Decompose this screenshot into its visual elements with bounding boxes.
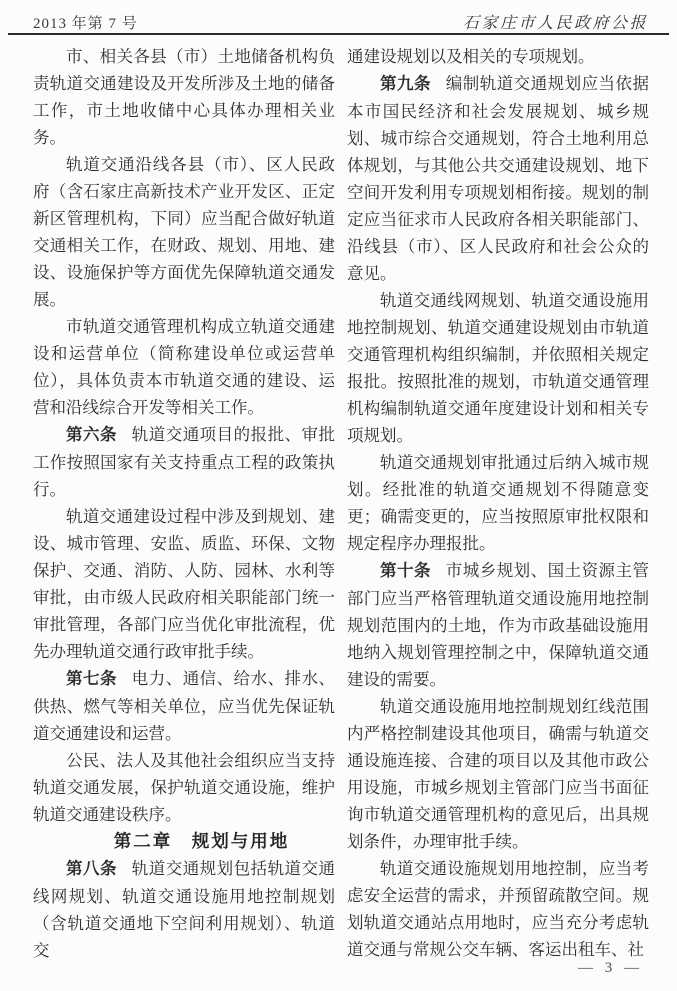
paragraph-text: 轨道交通设施规划用地控制，应当考虑安全运营的需求，并预留疏散空间。规划轨道交通站点用地时，应当充分考虑轨道交通与常规公交车辆、客运出租车、社 — [347, 859, 649, 959]
paragraph — [33, 503, 335, 665]
chapter-heading: 第二章 规划与用地 — [113, 831, 290, 851]
header-rule — [8, 33, 669, 35]
paragraph-article-9 — [347, 70, 649, 287]
issue-number: 2013 年第 7 号 — [33, 16, 138, 32]
paragraph-text: 轨道交通沿线各县（市）、区人民政府（含石家庄高新技术产业开发区、正定新区管理机构，下同）应当配合做好轨道交通相关工作，在财政、规划、用地、建设、设施保护等方面优先保障轨道交通发展。 — [33, 155, 335, 309]
article-term: 第九条 — [380, 75, 431, 93]
paragraph-text: 通建设规划以及相关的专项规划。 — [347, 47, 595, 66]
paragraph — [33, 747, 335, 828]
article-term: 第七条 — [66, 670, 117, 688]
paragraph-article-7 — [33, 665, 335, 747]
page-number: — 3 — — [578, 960, 643, 976]
paragraph-text: 公民、法人及其他社会组织应当支持轨道交通发展，保护轨道交通设施，维护轨道交通建设秩序。 — [33, 751, 335, 824]
paragraph-text: 轨道交通设施用地控制规划红线范围内严格控制建设其他项目，确需与轨道交通设施连接、合建的项目以及其他市政公用设施，市城乡规划主管部门应当书面征询市轨道交通管理机构的意见后，出具规划条件，办理审批手续。 — [347, 697, 649, 851]
paragraph — [33, 43, 335, 151]
paragraph — [33, 313, 335, 421]
paragraph-text: 轨道交通项目的报批、审批工作按照国家有关支持重点工程的政策执行。 — [33, 425, 336, 499]
paragraph-text: 轨道交通线网规划、轨道交通设施用地控制规划、轨道交通建设规划由市轨道交通管理机构组织编制，并依照相关规定报批。按照批准的规划，市轨道交通管理机构编制轨道交通年度建设计划和相关专项规划。 — [347, 291, 649, 445]
paragraph — [347, 287, 649, 449]
article-term: 第八条 — [66, 860, 117, 878]
paragraph-continuation — [347, 43, 649, 70]
paragraph-text: 市城乡规划、国土资源主管部门应当严格管理轨道交通设施用地控制规划范围内的土地，作为市政基础设施用地纳入规划管理控制之中，保障轨道交通建设的需要。 — [347, 561, 650, 689]
article-term: 第十条 — [380, 562, 431, 580]
paragraph-text: 市轨道交通管理机构成立轨道交通建设和运营单位（简称建设单位或运营单位），具体负责本市轨道交通的建设、运营和沿线综合开发等相关工作。 — [33, 317, 335, 417]
paragraph — [33, 151, 335, 313]
paragraph-article-8 — [33, 855, 335, 964]
text-columns — [33, 43, 649, 964]
paragraph-text: 轨道交通规划审批通过后纳入城市规划。经批准的轨道交通规划不得随意变更；确需变更的，应当按照原审批权限和规定程序办理报批。 — [347, 453, 649, 553]
paragraph — [347, 693, 649, 855]
left-column — [33, 43, 335, 964]
right-column — [347, 43, 649, 964]
paragraph-text: 电力、通信、给水、排水、供热、燃气等相关单位，应当优先保证轨道交通建设和运营。 — [33, 669, 336, 743]
page-header — [33, 10, 648, 33]
paragraph — [347, 855, 649, 963]
paragraph-article-10 — [347, 557, 649, 693]
paragraph — [347, 449, 649, 557]
paragraph-text: 轨道交通规划包括轨道交通线网规划、轨道交通设施用地控制规划（含轨道交通地下空间利用规划）、轨道交 — [33, 859, 336, 960]
gazette-title: 石家庄市人民政府公报 — [462, 15, 648, 32]
paragraph-text: 编制轨道交通规划应当依据本市国民经济和社会发展规划、城乡规划、城市综合交通规划，符合土地利用总体规划，与其他公共交通建设规划、地下空间开发利用专项规划相衔接。规划的制定应当征求市人民政府各相关职能部门、沿线县（市）、区人民政府和社会公众的意见。 — [347, 74, 650, 283]
paragraph-article-6 — [33, 421, 335, 503]
paragraph-text: 轨道交通建设过程中涉及到规划、建设、城市管理、安监、质监、环保、文物保护、交通、消防、人防、园林、水利等审批，由市级人民政府相关职能部门统一审批管理，各部门应当优化审批流程，优先办理轨道交通行政审批手续。 — [33, 507, 335, 661]
paragraph-text: 市、相关各县（市）土地储备机构负责轨道交通建设及开发所涉及土地的储备工作，市土地收储中心具体办理相关业务。 — [33, 47, 335, 147]
article-term: 第六条 — [66, 426, 117, 444]
